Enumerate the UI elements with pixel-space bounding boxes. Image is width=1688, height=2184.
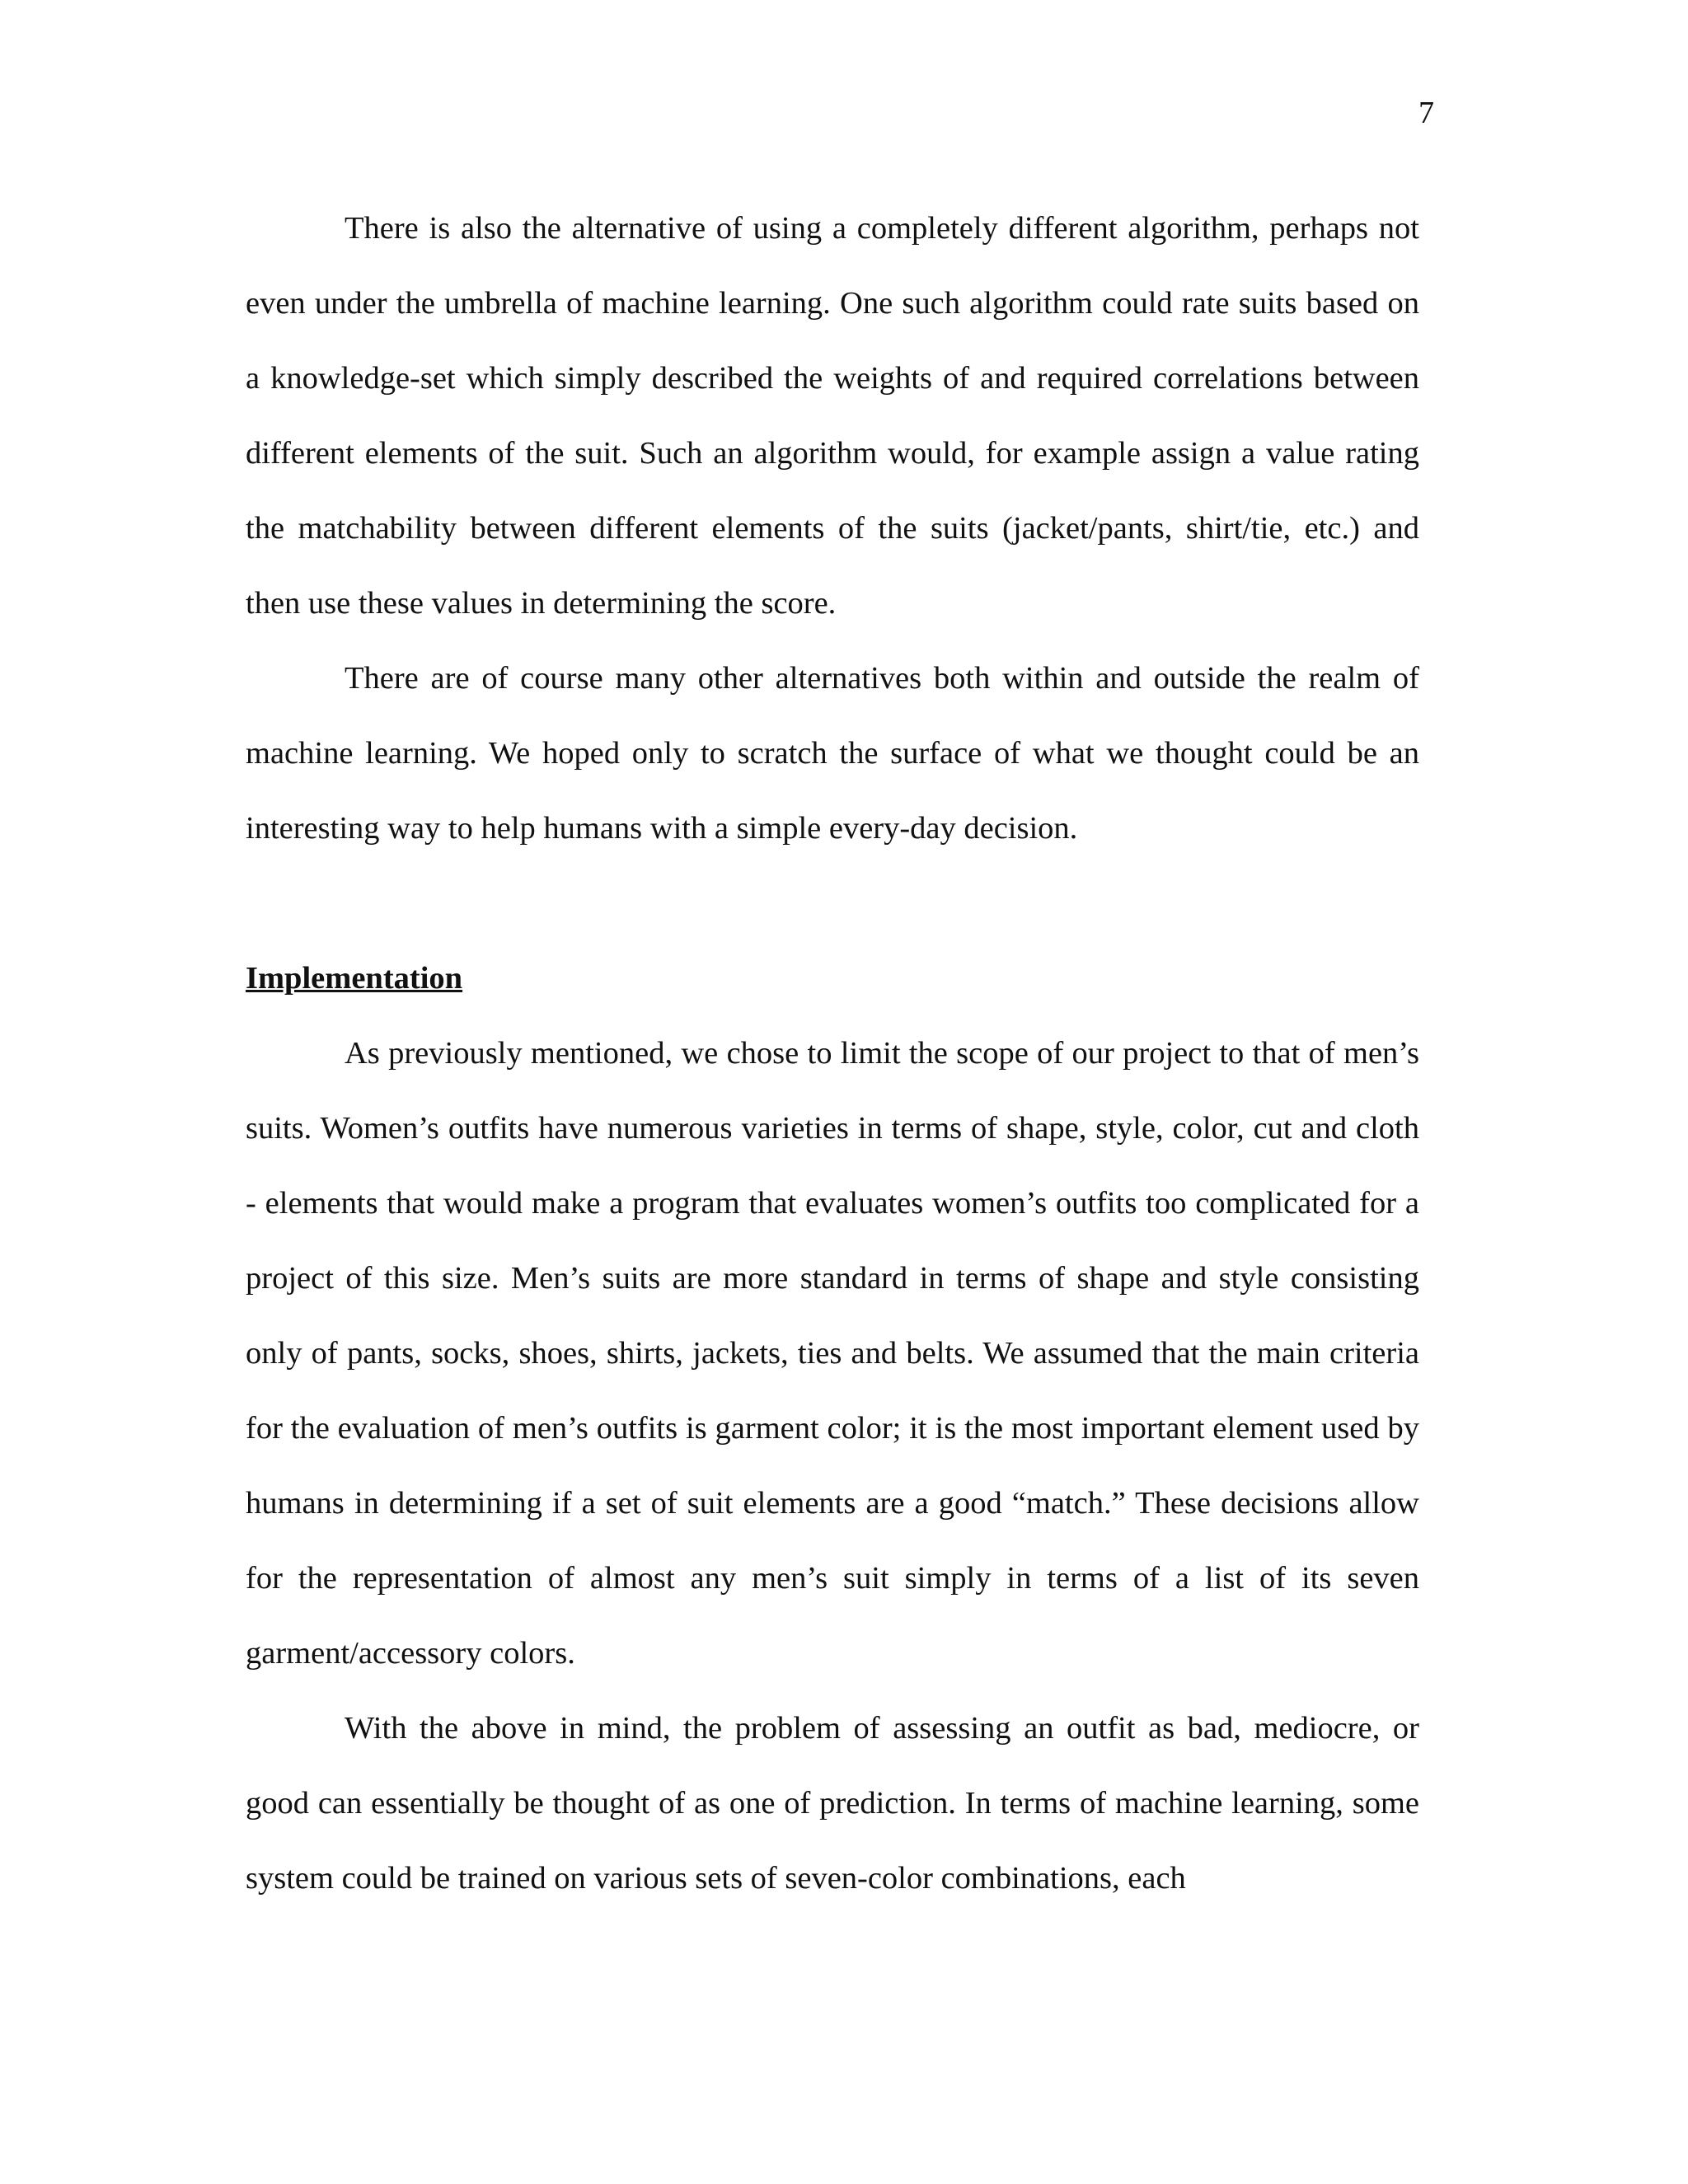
paragraph-prediction: With the above in mind, the problem of assessing an outfit as bad, mediocre, or good can essentially be thought of as one of prediction. In terms of machine learning, some system could be trained on various sets of seven-color combinations, each [246,1711,1419,1896]
page-number: 7 [1418,96,1434,130]
page-body [246,191,1419,1916]
section-spacer [246,866,1419,941]
paragraph-scope: As previously mentioned, we chose to limit the scope of our project to that of men’s suits. Women’s outfits have numerous varieties in terms of shape, style, color, cut and cloth - elements that would make a program that evaluates women’s outfits too complicated for a project of this size. Men’s suits are more standard in terms of shape and style consisting only of pants, socks, shoes, shirts, jackets, ties and belts. We assumed that the main criteria for the evaluation of men’s outfits is garment color; it is the most important element used by humans in determining if a set of suit elements are a good “match.” These decisions allow for the representation of almost any men’s suit simply in terms of a list of its seven garment/accessory colors. [246,1036,1419,1671]
paragraph-alternative-algorithm: There is also the alternative of using a completely different algorithm, perhaps not even under the umbrella of machine learning. One such algorithm could rate suits based on a knowledge-set which simply described the weights of and required correlations between different elements of the suit. Such an algorithm would, for example assign a value rating the matchability between different elements of the suits (jacket/pants, shirt/tie, etc.) and then use these values in determining the score. [246,211,1419,621]
section-heading-implementation: Implementation [246,961,463,996]
paragraph-other-alternatives: There are of course many other alternatives both within and outside the realm of machine learning. We hoped only to scratch the surface of what we thought could be an interesting way to help humans with a simple every-day decision. [246,661,1419,846]
